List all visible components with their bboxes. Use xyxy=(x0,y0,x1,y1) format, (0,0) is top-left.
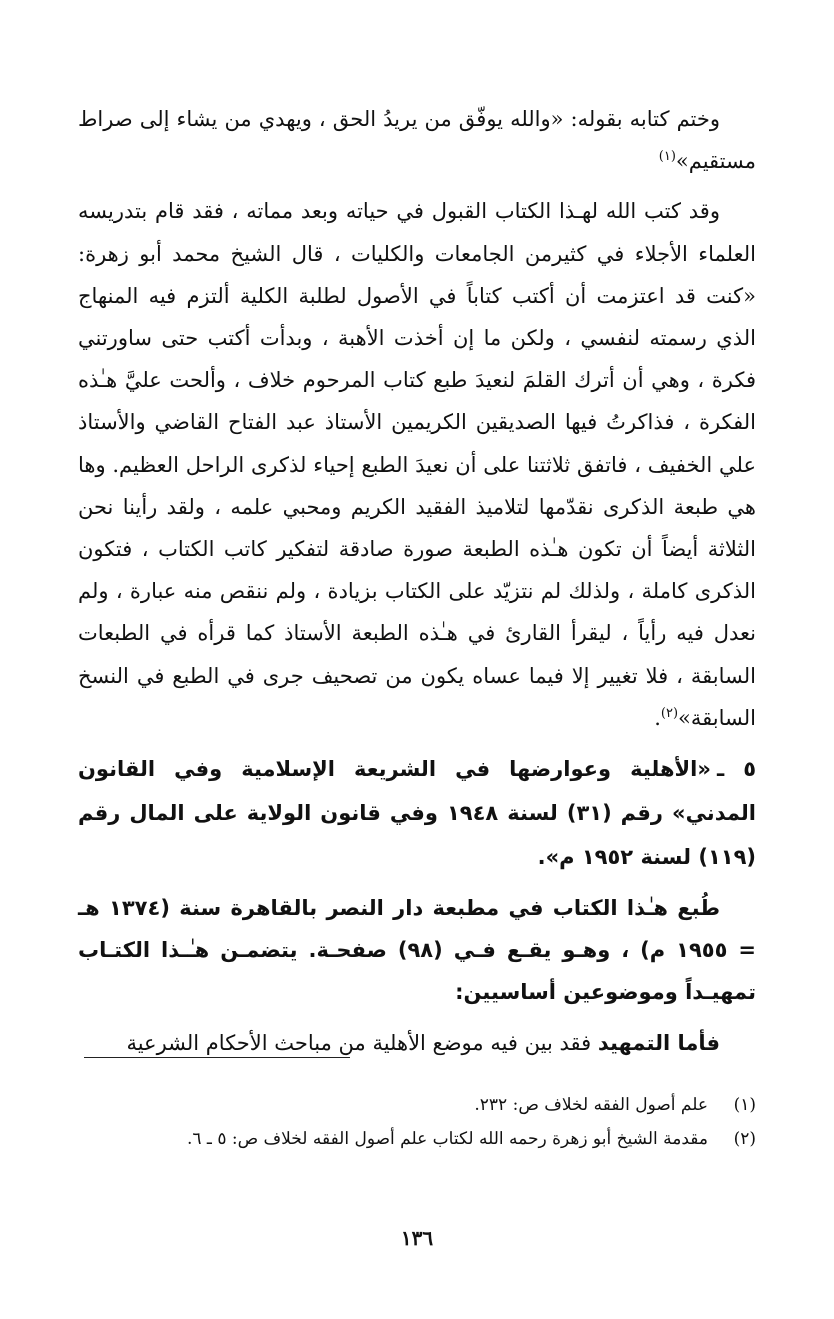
footnote-separator xyxy=(84,1057,350,1058)
footnote-marker: (١) xyxy=(733,1095,756,1115)
section-number: ٥ ـ xyxy=(716,757,757,782)
page-number: ١٣٦ xyxy=(400,1226,434,1250)
footnote-marker: (٢) xyxy=(733,1129,756,1149)
section-title: «الأهلية وعوارضها في الشريعة الإسلامية وفي القانون المدني» xyxy=(78,757,756,826)
paragraph-text: طُبع هـٰذا الكتاب في مطبعة دار النصر بالقاهرة سنة (١٣٧٤ هـ = ١٩٥٥ م) ، وهـو يقـع فـي (٩٨) صفحـة. يتضمـن هـٰـذا الكتـاب تمهيـداً وموضوعين أساسيين: xyxy=(78,896,756,1005)
paragraph-text: فقد بين فيه موضع الأهلية من مباحث الأحكام الشرعية xyxy=(126,1030,598,1055)
paragraph-abu-zahra-quote xyxy=(78,190,756,739)
section-title-rest: رقم (٣١) لسنة ١٩٤٨ وفي قانون الولاية على المال رقم (١١٩) لسنة ١٩٥٢ م». xyxy=(78,801,756,870)
paragraph-trailing: . xyxy=(654,705,661,730)
footnote-text: علم أصول الفقه لخلاف ص: ٢٣٢. xyxy=(474,1095,708,1115)
footnote-1 xyxy=(78,1088,756,1122)
paragraph-text: وختم كتابه بقوله: «والله يوفّق من يريدُ الحق ، ويهدي من يشاء إلى صراط مستقيم» xyxy=(78,107,756,174)
paragraph-text: وقد كتب الله لهـذا الكتاب القبول في حياته وبعد مماته ، فقد قام بتدريسه العلماء الأجلاء في كثيرمن الجامعات والكليات ، قال الشيخ محمد أبو زهرة: «كنت قد اعتزمت أن أكتب كتاباً في الأصول لطلبة الكلية ألتزم فيه المنهاج الذي رسمته لنفسي ، ولكن ما إن أخذت الأهبة ، وبدأت أكتب حتى ساورتني فكرة ، وهي أن أترك القلمَ لنعيدَ طبع كتاب المرحوم خلاف ، وألحت عليَّ هـٰذه الفكرة ، فذاكرتُ فيها الصديقين الكريمين الأستاذ عبد الفتاح القاضي والأستاذ علي الخفيف ، فاتفق ثلاثتنا على أن نعيدَ الطبع إحياء لذكرى الراحل العظيم. وها هي طبعة الذكرى نقدّمها لتلاميذ الفقيد الكريم ومحبي علمه ، ولقد رأينا نحن الثلاثة أيضاً أن تكون هـٰذه الطبعة صورة صادقة لتفكير كاتب الكتاب ، فتكون الذكرى كاملة ، ولذلك لم نتزيّد على الكتاب بزيادة ، ولم ننقص منه عبارة ، ولم نعدل فيه رأياً ، ليقرأ القارئ في هـٰذه الطبعة الأستاذ كما قرأه في الطبعات السابقة ، فلا تغيير إلا فيما عساه يكون من تصحيف جرى في الطبع في النسخ السابقة» xyxy=(78,199,756,730)
footnote-ref: (٢) xyxy=(660,705,679,721)
section-heading xyxy=(78,747,756,879)
footnotes xyxy=(78,1088,756,1156)
footnote-ref: (١) xyxy=(658,149,676,165)
main-text xyxy=(78,98,756,1072)
paragraph-lead: فأما التمهيد xyxy=(597,1030,720,1055)
paragraph-publication xyxy=(78,887,756,1014)
footnote-2 xyxy=(78,1122,756,1156)
footnote-text: مقدمة الشيخ أبو زهرة رحمه الله لكتاب علم أصول الفقه لخلاف ص: ٥ ـ ٦. xyxy=(186,1129,708,1149)
paragraph-closing-quote xyxy=(78,98,756,182)
